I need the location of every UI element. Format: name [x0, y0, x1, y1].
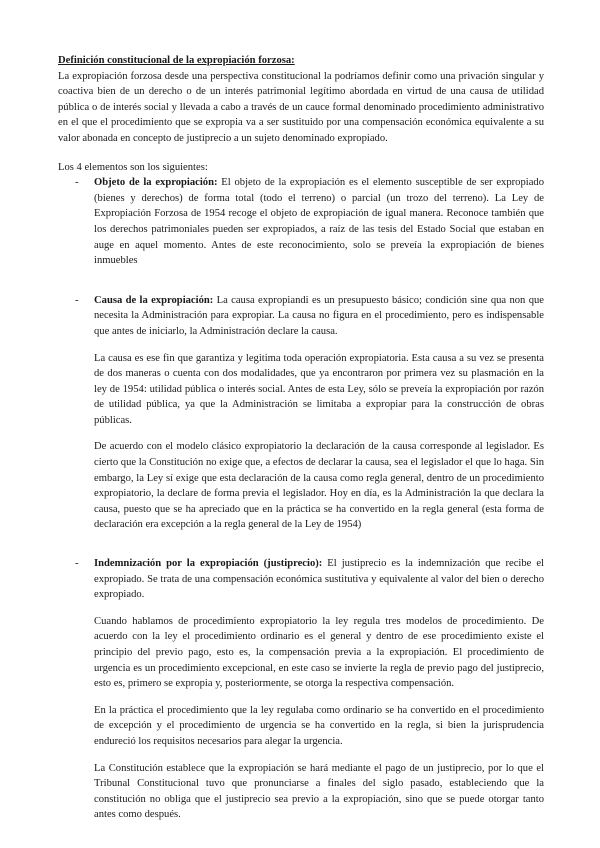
item-paragraph: [94, 293, 544, 340]
list-item-causa: [58, 293, 544, 533]
item-paragraph: [94, 175, 544, 269]
list-item-indemnizacion: [58, 556, 544, 823]
elements-lead: Los 4 elementos son los siguientes:: [58, 161, 208, 173]
document-title: Definición constitucional de la expropiación forzosa:: [58, 55, 295, 66]
intro-paragraph: La expropiación forzosa desde una perspectiva constitucional la podríamos definir como una privación singular y coactiva bien de un derecho o de un interés patrimonial legítimo abordada en virtud de una causa de utilidad pública o de interés social y llevada a cabo a través de un cauce formal denominado procedimiento administrativo en el que el procedimiento que se expropia va a ser sustituido por una compensación económica equivalente a su valor abonada en concepto de justiprecio a un sujeto denominado expropiado.: [58, 70, 544, 144]
list-dash: -: [75, 294, 79, 306]
item-text: El justiprecio es la indemnización que recibe el expropiado. Se trata de una compensación económica sustitutiva y equivalente al valor del bien o derecho expropiado.: [94, 558, 544, 601]
elements-list: [58, 175, 544, 823]
list-dash: -: [75, 558, 79, 570]
item-text: El objeto de la expropiación es el elemento susceptible de ser expropiado (bienes y derechos) de forma total (todo el terreno) o parcial (un trozo del terreno). La Ley de Expropiación Forzosa de 1954 recoge el objeto de expropiación de igual manera. Reconoce también que los derechos patrimoniales pueden ser expropiados, a raíz de las tesis del Estado Social que estaban en auge en aquel momento. Antes de este reconocimiento, solo se preveía la expropiación de bienes inmuebles: [94, 177, 544, 267]
item-paragraph: De acuerdo con el modelo clásico expropiatorio la declaración de la causa corresponde al legislador. Es cierto que la Constitución no exige que, a efectos de declarar la causa, sea el legislador el que lo haga. Sin embargo, la Ley sí exige que esta declaración de la causa como regla general, dentro de un procedimiento expropiatorio, la declare de forma previa el legislador. Hoy en día, es la Administración la que declara la causa, puesto que se ha apreciado que en la práctica se ha convertido en la regla general (esta forma de declaración era excepción a la regla general de la Ley de 1954): [94, 441, 544, 531]
item-text: La causa expropiandi es un presupuesto básico; condición sine qua non que necesita la Administración para expropiar. La causa no figura en el procedimiento, pero es indispensable que antes de iniciarlo, la Administración declare la causa.: [94, 294, 544, 337]
item-heading: Causa de la expropiación:: [94, 294, 214, 306]
list-item-objeto: [58, 175, 544, 269]
item-heading: Indemnización por la expropiación (justiprecio):: [94, 558, 323, 570]
document-page: [58, 53, 544, 834]
item-paragraph: [94, 556, 544, 603]
item-paragraph: La Constitución establece que la expropiación se hará mediante el pago de un justiprecio, por lo que el Tribunal Constitucional tuvo que pronunciarse a finales del siglo pasado, estableciendo que la constitución no obliga que el justiprecio sea previo a la expropiación, sino que se puede otorgar tanto antes como después.: [94, 762, 544, 821]
item-paragraph: En la práctica el procedimiento que la ley regulaba como ordinario se ha convertido en el procedimiento de excepción y el procedimiento de urgencia se ha convertido en la regla, si bien la jurisprudencia endureció los requisitos necesarios para alegar la urgencia.: [94, 704, 544, 747]
item-heading: Objeto de la expropiación:: [94, 177, 218, 189]
item-paragraph: La causa es ese fin que garantiza y legitima toda operación expropiatoria. Esta causa a su vez se presenta de dos maneras o cuenta con dos modalidades, que ya encontraron por primera vez su plasmación en la ley de 1954: utilidad pública o interés social. Antes de esta Ley, sólo se preveía la expropiación por razón de utilidad pública, ya que la Administración se limitaba a expropiar para la construcción de obras públicas.: [94, 352, 544, 426]
item-paragraph: Cuando hablamos de procedimiento expropiatorio la ley regula tres modelos de procedimiento. De acuerdo con la ley el procedimiento ordinario es el general y dentro de ese procedimiento existe el principio del previo pago, esto es, la compensación previa a la expropiación. El procedimiento de urgencia es un procedimiento excepcional, en este caso se invierte la regla de previo pago del justiprecio, esto es, primero se expropia y, posteriormente, se otorga la respectiva compensación.: [94, 615, 544, 690]
list-dash: -: [75, 177, 79, 189]
